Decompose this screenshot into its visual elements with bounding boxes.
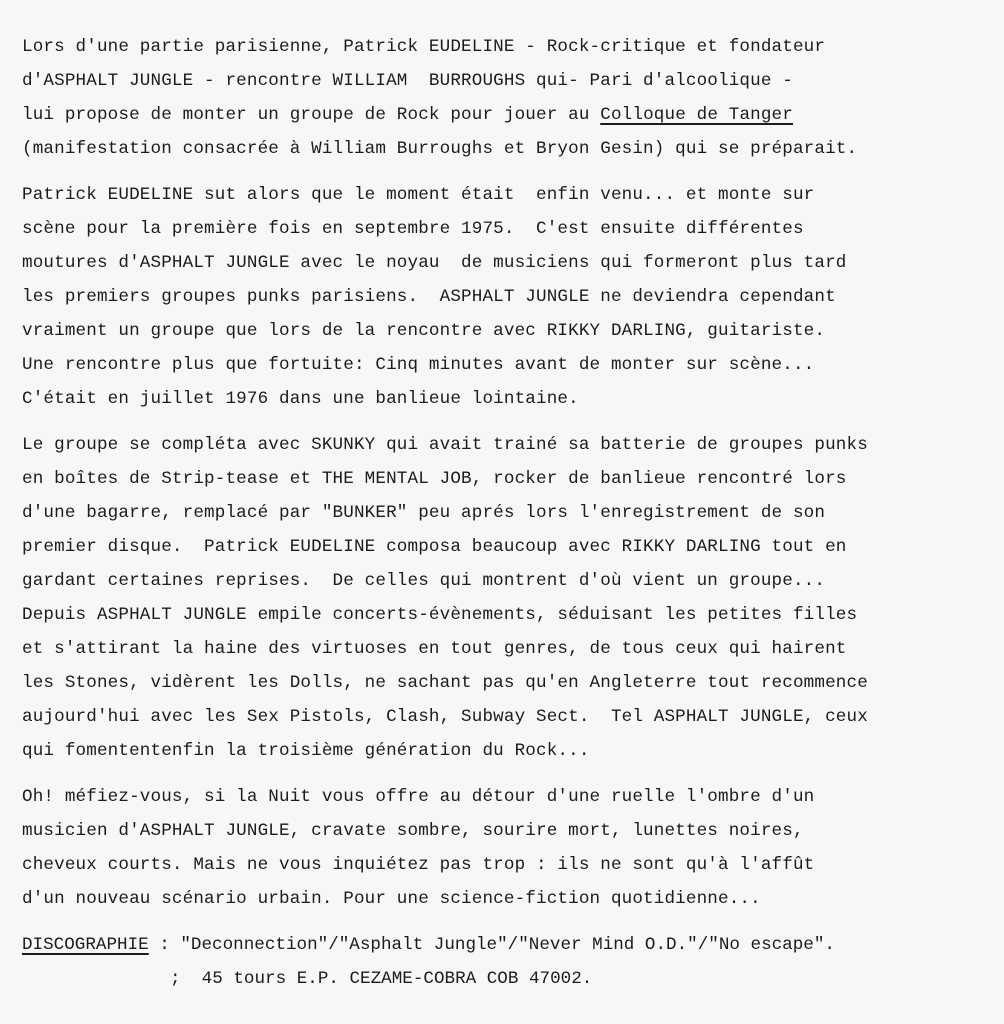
text-line: qui fomententenfin la troisième génération du Rock... xyxy=(22,741,590,761)
text-line: musicien d'ASPHALT JUNGLE, cravate sombre, sourire mort, lunettes noires, xyxy=(22,821,804,841)
text-line: premier disque. Patrick EUDELINE composa beaucoup avec RIKKY DARLING tout en xyxy=(22,537,847,557)
discography-section xyxy=(22,928,992,996)
discography-release: 45 tours E.P. CEZAME-COBRA COB 47002. xyxy=(180,969,593,989)
text-line: cheveux courts. Mais ne vous inquiétez pas trop : ils ne sont qu'à l'affût xyxy=(22,855,815,875)
text-line: les Stones, vidèrent les Dolls, ne sachant pas qu'en Angleterre tout recommence xyxy=(22,673,868,693)
text-line: Depuis ASPHALT JUNGLE empile concerts-évènements, séduisant les petites filles xyxy=(22,605,858,625)
text-line: et s'attirant la haine des virtuoses en tout genres, de tous ceux qui hairent xyxy=(22,639,847,659)
text-line: Lors d'une partie parisienne, Patrick EUDELINE - Rock-critique et fondateur xyxy=(22,37,826,57)
text-line: les premiers groupes punks parisiens. ASPHALT JUNGLE ne deviendra cependant xyxy=(22,287,836,307)
text-line: Patrick EUDELINE sut alors que le moment était enfin venu... et monte sur xyxy=(22,185,815,205)
text-line: d'un nouveau scénario urbain. Pour une science-fiction quotidienne... xyxy=(22,889,761,909)
discography-line xyxy=(22,962,992,996)
text-line: Le groupe se compléta avec SKUNKY qui avait trainé sa batterie de groupes punks xyxy=(22,435,868,455)
discography-line xyxy=(22,928,992,962)
text-line: aujourd'hui avec les Sex Pistols, Clash, Subway Sect. Tel ASPHALT JUNGLE, ceux xyxy=(22,707,868,727)
text-line: C'était en juillet 1976 dans une banlieue lointaine. xyxy=(22,389,579,409)
text-line-start: lui propose de monter un groupe de Rock pour jouer au xyxy=(22,105,601,125)
text-line: moutures d'ASPHALT JUNGLE avec le noyau de musiciens qui formeront plus tard xyxy=(22,253,847,273)
discography-heading: DISCOGRAPHIE xyxy=(22,935,149,955)
text-line: Une rencontre plus que fortuite: Cinq minutes avant de monter sur scène... xyxy=(22,355,815,375)
text-line: d'ASPHALT JUNGLE - rencontre WILLIAM BURROUGHS qui- Pari d'alcoolique - xyxy=(22,71,793,91)
text-line: Oh! méfiez-vous, si la Nuit vous offre au détour d'une ruelle l'ombre d'un xyxy=(22,787,815,807)
text-line: d'une bagarre, remplacé par "BUNKER" peu aprés lors l'enregistrement de son xyxy=(22,503,826,523)
discography-separator: ; xyxy=(170,969,181,989)
paragraph-2 xyxy=(22,178,992,416)
paragraph-1 xyxy=(22,30,992,166)
paragraph-3 xyxy=(22,428,992,768)
text-line: gardant certaines reprises. De celles qui montrent d'où vient un groupe... xyxy=(22,571,826,591)
text-line: (manifestation consacrée à William Burroughs et Bryon Gesin) qui se préparait. xyxy=(22,139,858,159)
text-line: scène pour la première fois en septembre 1975. C'est ensuite différentes xyxy=(22,219,804,239)
paragraph-4 xyxy=(22,780,992,916)
text-line: en boîtes de Strip-tease et THE MENTAL JOB, rocker de banlieue rencontré lors xyxy=(22,469,847,489)
text-line xyxy=(22,98,992,132)
discography-titles: : "Deconnection"/"Asphalt Jungle"/"Never Mind O.D."/"No escape". xyxy=(148,935,835,955)
text-line: vraiment un groupe que lors de la rencontre avec RIKKY DARLING, guitariste. xyxy=(22,321,826,341)
underlined-title: Colloque de Tanger xyxy=(600,105,793,125)
